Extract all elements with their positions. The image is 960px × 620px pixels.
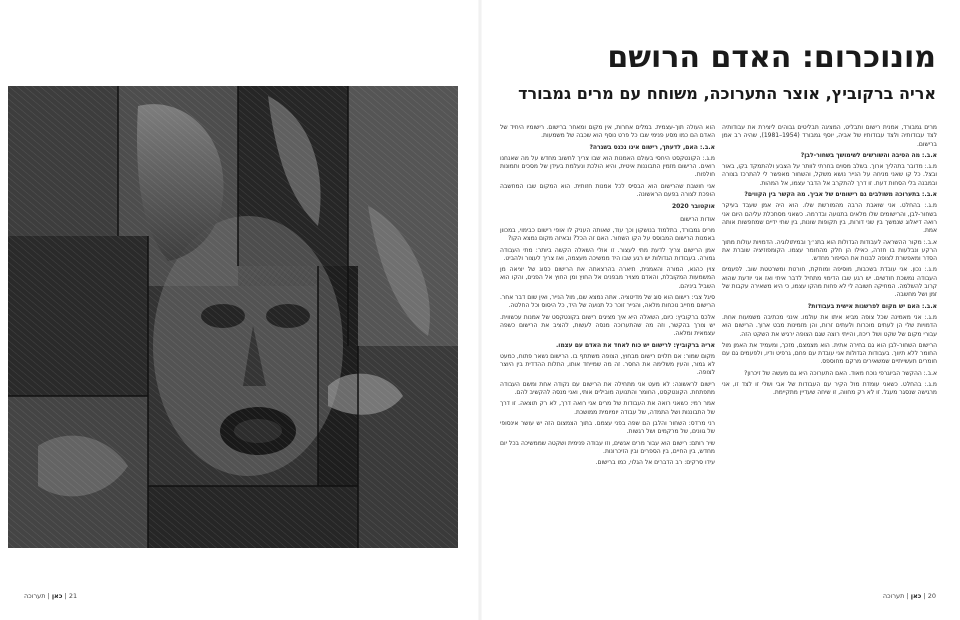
paragraph: א.ב.: מה הסיבה והשורשים לשימושך בשחור-לבן?: [800, 151, 937, 159]
paragraph: אמר רמי: כשאני רואה את העבודות של מרים אני רואה דרך, לא רק תוצאה. זו דרך של התבוננות ושל התמדה, של עבודה יומיומית ממושכת.: [500, 400, 715, 416]
footer-separator: |: [45, 592, 50, 600]
paragraph: אריה ברקוביץ: לרישום יש כוח לאחד את האדם עם עצמו.: [556, 341, 715, 349]
paragraph: מ.ג.: אני מאמינה שכל צופה מביא איתו את עולמו. אינני מכתיבה משמעות אחת. הדמויות שלי הן לעתים מוכרות ולעתים זרות, והן מזמינות מבט ארוך. הרישום הוא עבורי מקום של שקט ושל ריכוז, והייתי רוצה שגם הצופה ירגיש את השקט הזה.: [722, 313, 937, 338]
paragraph: צוין כהנא, המורה והאמנית, תיארה בהרצאתה את הרישום כסוג של יציאה מן המשמעות המקובלת, והאדם מצויר מבפנים אל החוץ ומן החוץ אל הפנים, והקו הוא השביל ביניהם.: [500, 266, 715, 290]
paragraph: אמן הרישום צריך לדעת מתי לעצור. זו אולי השאלה הקשה ביותר: מתי העבודה גמורה. בעבודות הגדולות יש רגע שבו היד ממשיכה מעצמה, ואז צריך לעצור ולהביט.: [500, 246, 715, 262]
paragraph: מ.ג.: בהחלט. כשאני עומדת מול הקיר עם העבודות של אבי ושלי זו לצד זו, אני מרגישה שנסגר מעגל. זו לא רק מחווה, זו שיחה שעדיין מתקיימת.: [722, 381, 937, 397]
paragraph: מרים גמבורד, אמנית רישום ותבליט, המציגה תבליטים גבוהים ליצירת את עבודותיה לצד עבודותיה ולצד עבודותיו של אביה, יוסף גמבורד (1954–1981), שהיה רב אמן ברישום.: [722, 124, 937, 148]
paragraph: א.ב.: מקור ההשראה לעבודות הגדולות הוא בתנ״ך ובמיתולוגיה. הדמויות עולות מתוך הרקע ונבלעות בו חזרה, כאילו הן חלק מהחומר עצמו. הקומפוזיציה שוברת את הסדר ומאפשרת לצופה לבנות את הסיפור מחדש.: [722, 238, 937, 263]
paragraph: א.ב.: ההקשר הביוגרפי נוכח מאוד. האם התערוכה היא גם מעשה של זיכרון?: [744, 369, 937, 377]
paragraph: הרישום השחור-לבן הוא גם בחירה אתית. הוא מצמצם, מזכך, ומעמיד את האמן מול החומר ללא תיווך. בעבודות הגדולות אני עובדת עם פחם, גרפיט ודיו, ולפעמים גם עם חומרים תעשייתיים שמשאירים מרקם מחוספס.: [722, 341, 937, 366]
paragraph: אודות הרישום: [680, 215, 715, 223]
footer-right: [883, 590, 936, 602]
page-number: 21: [68, 592, 78, 600]
paragraph: עידו סרקים: רב הדברים אל הגלוי, כמו ברישום.: [595, 459, 715, 467]
page-number: 20: [927, 592, 936, 600]
article-title: מונוכרום: האדם הרושם: [607, 40, 936, 75]
footer-left: [24, 590, 77, 602]
paragraph: א.ב.: האם יש מקום לפרשנות אישית בעבודות?: [807, 302, 937, 310]
paragraph: סיגל צבי: רישום הוא סוג של מדיטציה. אתה נמצא שם, מול הנייר, ואין שום דבר אחר. הרישום מחייב נוכחות מלאה, והנייר זוכר כל תנועה של היד, כל היסוס וכל החלטה.: [500, 294, 715, 310]
monochrome-drawing: [8, 86, 458, 548]
paragraph: מ.ג.: נכון. אני עובדת בשכבות, מוסיפה ומוחקת, חורטת ומשרטטת שוב. לפעמים העבודה נמשכת חודשים. יש רגע שבו הדימוי מתחיל לדבר איתי ואז אני יודעת שהוא קרוב להשלמה. המחיקה חשובה לי לא פחות מהקו עצמו, כי היא משאירה עקבות של זמן ושל מחשבה.: [722, 266, 937, 299]
publication-name: כאן: [51, 592, 63, 600]
paragraph: שיר רותם: רישום הוא עבור מרים אנשים, וזו עבודה פנימית ושקטה שממשיכה בכל יום מחדש, בין החיים, בין הספרים ובין הזיכרונות.: [500, 439, 715, 455]
publication-name: כאן: [910, 592, 922, 600]
paragraph: מ.ג.: בהחלט. אני שואבת הרבה מהמורשת שלו. הוא היה אמן שעבד בעיקר בשחור-לבן, והרישומים שלו מלאים בתנועה ובדרמה. כשאני מסתכלת עליהם היום אני רואה דיאלוג שנמשך בין שני דורות, בין תקופות שונות, בין שתי ידיים שמחפשות אותה אמת.: [722, 202, 937, 235]
paragraph: א.ב.: בתערוכה משולבים גם רישומים של אביך. מה הקשר בין הקווים?: [744, 191, 937, 199]
text-column-right: [722, 124, 937, 546]
paragraph: מ.ג.: מדובר בתהליך ארוך. בשלב מסוים בחרתי לוותר על הצבע ולהתמקד בקו, באור ובצל. כל קו שאני מניחה על הנייר נושא משקל, והשחור מאפשר לי להתרכז בצורה ובמבנה בלי הסחות דעת. זו דרך להתקרב אל הדבר עצמו, אל המהות.: [722, 163, 937, 187]
section-name: תערוכה: [24, 592, 46, 600]
footer-separator: |: [62, 592, 67, 600]
paragraph: אלכס ברקוביץ: כיום, השאלה היא איך מציגים רישום בקונטקסט של אמנות עכשווית. יש צורך בהקשר, וזה מה שהתערוכה מנסה לעשות, להציב את הרישום כשפה עצמאית ומלאה.: [500, 313, 715, 338]
paragraph: מקום שמור: אם תלוים רישום מבחוץ, הצופה משתתף בו. הרישום נשאר פתוח, כמעט לא גמור, והעין משלימה את החסר. זה מה שמייחד אותו, התלות ההדדית בין היוצר לצופה.: [500, 352, 715, 377]
paragraph: הוא העולה תוך-עצמית. במלים אחרות, אין מקום ומאחר ברישום. רישומיו היחיד של האדם הם כמו מסע פנימי שבו כל פרט נוסף הוא שכבה של משמעות.: [500, 124, 715, 140]
paragraph: רני מרדס: השחור והלבן הם שפה בפני עצמם. בתוך הצמצום הזה יש עושר אינסופי של גוונים, של מרקמים ושל רגשות.: [500, 419, 715, 436]
footer-separator: |: [921, 592, 926, 600]
section-name: תערוכה: [882, 592, 905, 600]
artwork-image: [8, 86, 458, 548]
footer-separator: |: [904, 592, 909, 600]
paragraph: רישום לראשונה: לא מעט אני מתחילה את הרישום עם נקודה אחת ומשם העבודה מתפתחת. הקונטקסט, החומר והתנועה מובילים אותי, ואני מנסה להקשיב להם.: [500, 380, 715, 397]
paragraph: א.ב.: האם, לדעתך, רישום אינו נכנס בשגרה?: [589, 143, 715, 151]
paragraph: אוקטובר 2020: [671, 203, 715, 211]
paragraph: אני חושבת שהרישום הוא הבסיס לכל אמנות חזותית. הוא המקום שבו המחשבה הופכת לצורה בפעם הראשונה.: [500, 182, 715, 199]
article-subtitle: אריה ברקוביץ, אוצר התערוכה, משוחח עם מרים גמבורד: [518, 84, 936, 103]
paragraph: מ.ג.: הקונטקסט היחסי בעולם האמנות הוא שבו צריך לחשוב מחדש על מה שאנחנו רואים. הרישום מזמין התבוננות איטית, והיא הולכת ונעלמת בעידן של מסכים ותמונות חולפות.: [500, 154, 715, 179]
paragraph: מרים גמבורד, בתלמוד בנושקון וכך עוד, שאותה העניק לו אופי רישום כבימוי, במכוון באמנות הרישום המבוסס על הקו השחור. האם זה הכל? ובאיזה מקום נמצא הקו?: [500, 226, 715, 243]
text-column-left: [500, 124, 715, 546]
